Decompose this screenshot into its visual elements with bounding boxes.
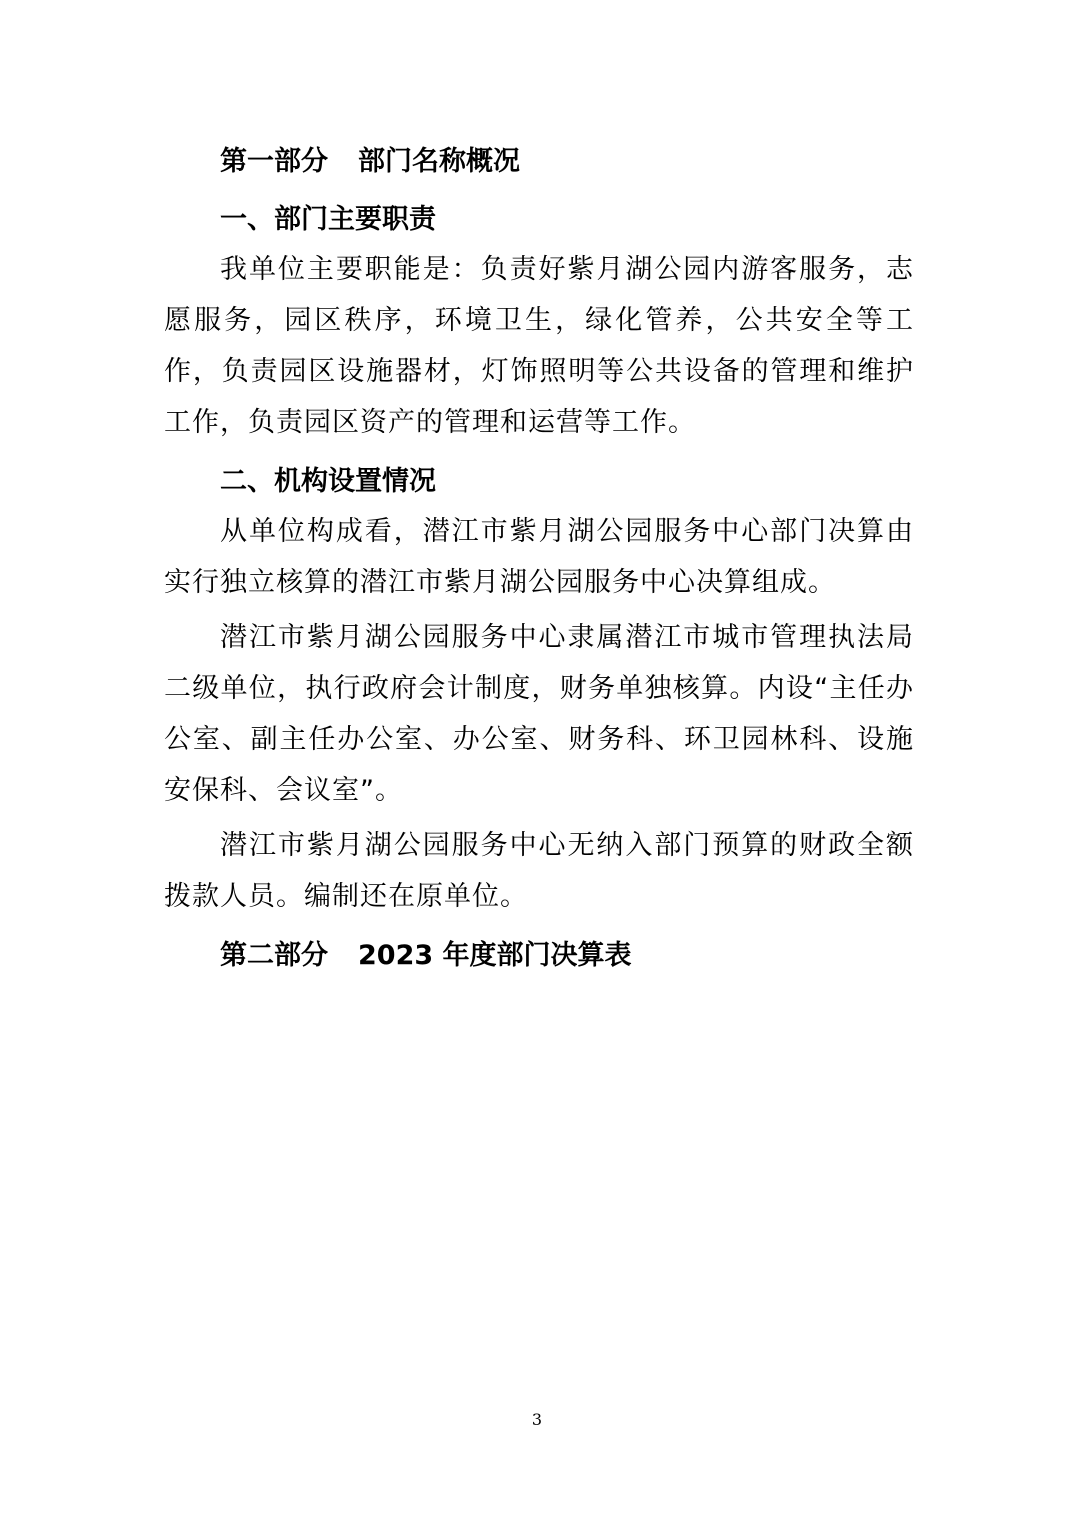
part-one-title: 部门名称概况	[358, 146, 520, 177]
part-one-label: 第一部分	[220, 146, 328, 177]
section-two-paragraph-2: 潜江市紫月湖公园服务中心隶属潜江市城市管理执法局二级单位，执行政府会计制度，财务单独核算。内设“主任办公室、副主任办公室、办公室、财务科、环卫园林科、设施安保科、会议室”。	[164, 622, 914, 806]
section-two-paragraph-1: 从单位构成看，潜江市紫月湖公园服务中心部门决算由实行独立核算的潜江市紫月湖公园服务中心决算组成。	[164, 516, 914, 598]
part-two-heading	[164, 932, 914, 980]
section-one-paragraph: 我单位主要职能是：负责好紫月湖公园内游客服务，志愿服务，园区秩序，环境卫生，绿化管养，公共安全等工作，负责园区设施器材，灯饰照明等公共设备的管理和维护工作，负责园区资产的管理和运营等工作。	[164, 254, 914, 438]
part-one-heading	[164, 138, 914, 186]
page-number: 3	[531, 1410, 543, 1429]
part-two-title: 2023 年度部门决算表	[358, 940, 632, 971]
section-one-heading: 一、部门主要职责	[220, 204, 436, 235]
part-two-label: 第二部分	[220, 940, 328, 971]
section-two-heading: 二、机构设置情况	[220, 466, 436, 497]
page-content	[164, 138, 914, 980]
section-two-paragraph-3: 潜江市紫月湖公园服务中心无纳入部门预算的财政全额拨款人员。编制还在原单位。	[164, 830, 914, 912]
